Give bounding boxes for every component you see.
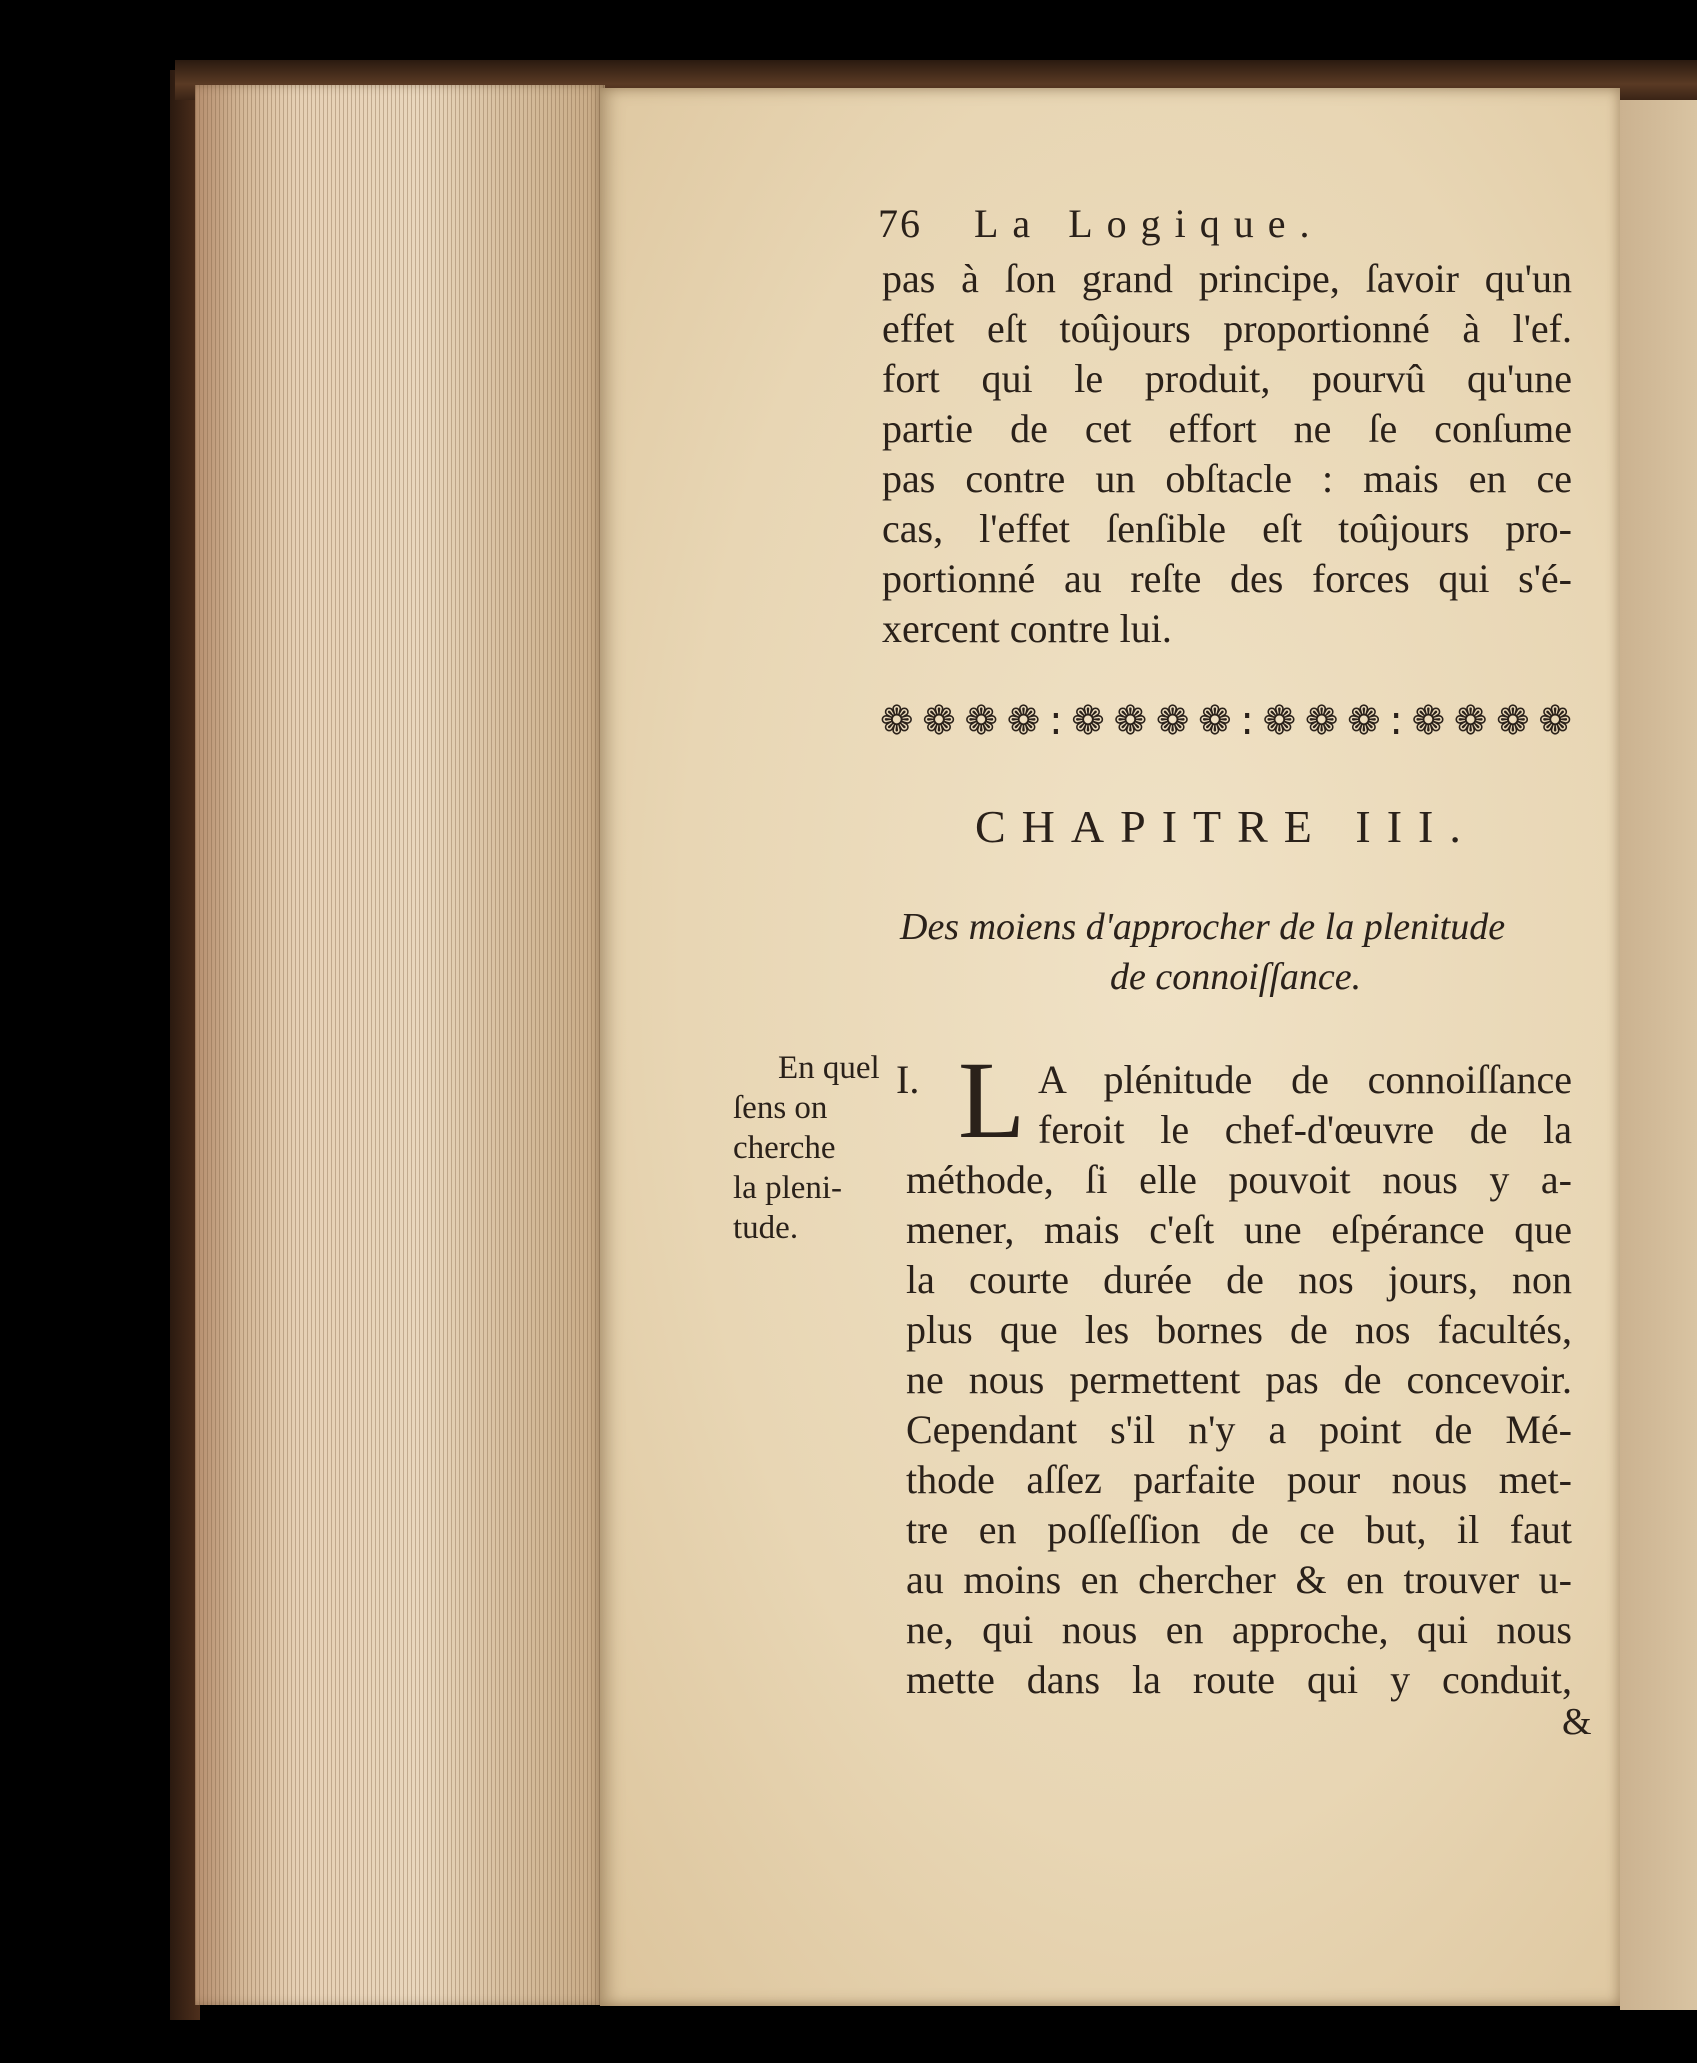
ornament-glyph: ❁ — [880, 698, 914, 744]
ornament-glyph: ❁ — [964, 698, 999, 744]
ornament-glyph: ❁ — [1538, 698, 1572, 744]
running-title: La Logique. — [974, 201, 1324, 246]
ornament-glyph: ❁ — [922, 698, 956, 744]
section-line: Cependant s'il n'y a point de Mé- — [906, 1407, 1572, 1452]
page-number: 76 — [878, 201, 922, 246]
section-line: feroit le chef-d'œuvre de la — [1038, 1107, 1572, 1152]
running-header — [878, 200, 1324, 247]
chapter-subtitle-line: de connoiſſance. — [1110, 956, 1362, 998]
continuation-line: fort qui le produit, pourvû qu'une — [882, 356, 1572, 401]
catchword: & — [1562, 1701, 1592, 1743]
ornament-glyph: ❁ — [1304, 698, 1339, 744]
ornament-glyph: ❁ — [1262, 698, 1297, 744]
ornament-glyph: : — [1240, 698, 1254, 744]
section-line: mette dans la route qui y conduit, — [906, 1657, 1572, 1702]
ornament-glyph: ❁ — [1411, 698, 1446, 744]
ornament-glyph: ❁ — [1347, 698, 1381, 744]
ornament-glyph: ❁ — [1113, 698, 1148, 744]
continuation-line: cas, l'effet ſenſible eſt toûjours pro- — [882, 506, 1572, 551]
section-line: ne nous permettent pas de concevoir. — [906, 1357, 1572, 1402]
ornament-glyph: : — [1389, 698, 1403, 744]
ornament-glyph: ❁ — [1006, 698, 1041, 744]
continuation-line: xercent contre lui. — [882, 606, 1172, 651]
section-line: plus que les bornes de nos facultés, — [906, 1307, 1572, 1352]
ornament-glyph: ❁ — [1198, 698, 1232, 744]
section-number: I. — [896, 1057, 920, 1102]
ornament-glyph: ❁ — [1155, 698, 1190, 744]
section-line: ne, qui nous en approche, qui nous — [906, 1607, 1572, 1652]
continuation-line: pas contre un obſtacle : mais en ce — [882, 456, 1572, 501]
continuation-line: portionné au reſte des forces qui s'é- — [882, 556, 1572, 601]
ornament-glyph: ❁ — [1496, 698, 1530, 744]
section-line: mener, mais c'eſt une eſpérance que — [906, 1207, 1572, 1252]
ornament-glyph: ❁ — [1453, 698, 1488, 744]
marginal-note-line: En quel — [778, 1050, 880, 1086]
chapter-subtitle-line: Des moiens d'approcher de la plenitude — [900, 906, 1506, 948]
ornament-glyph: ❁ — [1071, 698, 1105, 744]
section-line: tre en poſſeſſion de ce but, il faut — [906, 1507, 1572, 1552]
page-edges-block — [195, 85, 605, 2005]
chapter-title: CHAPITRE III. — [975, 801, 1477, 852]
ornament-glyph: : — [1049, 698, 1063, 744]
facing-page-edge — [1620, 100, 1697, 2010]
marginal-note-line: la pleni- — [733, 1170, 843, 1206]
continuation-line: partie de cet effort ne ſe conſume — [882, 406, 1572, 451]
marginal-note-line: tude. — [733, 1210, 799, 1246]
marginal-note-line: ſens on — [733, 1090, 828, 1126]
section-line: la courte durée de nos jours, non — [906, 1257, 1572, 1302]
continuation-line: pas à ſon grand principe, ſavoir qu'un — [882, 256, 1572, 301]
section-line: thode aſſez parfaite pour nous met- — [906, 1457, 1572, 1502]
continuation-line: effet eſt toûjours proportionné à l'ef. — [882, 306, 1572, 351]
section-line: A plénitude de connoiſſance — [1038, 1057, 1572, 1102]
section-line: au moins en chercher & en trouver u- — [906, 1557, 1572, 1602]
marginal-note-line: cherche — [733, 1130, 836, 1166]
section-line: méthode, ſi elle pouvoit nous y a- — [906, 1157, 1572, 1202]
ornament-band — [880, 696, 1572, 746]
drop-capital: L — [958, 1039, 1026, 1161]
